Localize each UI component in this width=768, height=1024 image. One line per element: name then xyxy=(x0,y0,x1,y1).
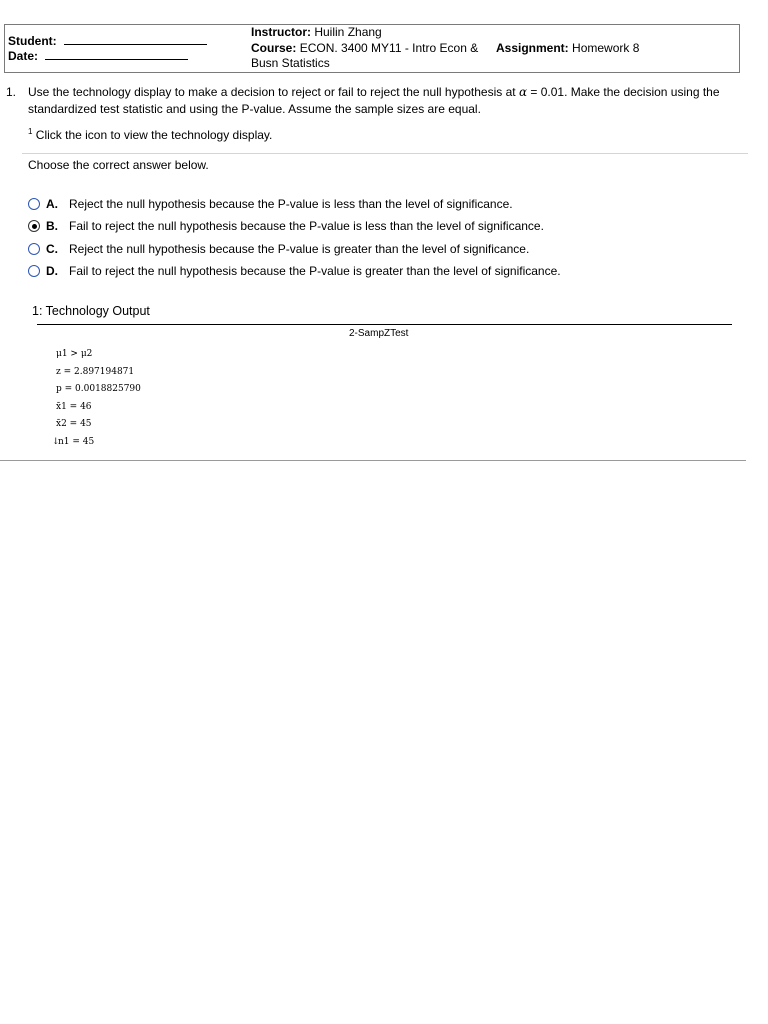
option-letter: A. xyxy=(46,197,58,211)
n1-value: n1 = 45 xyxy=(58,436,95,447)
scroll-down-arrow-icon[interactable]: ↓ xyxy=(52,436,60,447)
p-value-row: p = 0.0018825790 xyxy=(56,384,141,394)
date-line xyxy=(45,49,188,60)
footnote-mark: 1 xyxy=(28,127,33,136)
question-text-part1: Use the technology display to make a decision to reject or fail to reject the null hypothesis at xyxy=(28,85,519,99)
question-text-part2: = 0.01. Make the decision using the standardized test statistic and using the P-value. Assume the sample sizes are equal. xyxy=(28,85,720,116)
technology-divider xyxy=(37,324,732,325)
technology-output-title: 1: Technology Output xyxy=(32,304,150,318)
radio-option-d[interactable] xyxy=(28,265,40,277)
option-letter: D. xyxy=(46,264,58,278)
course-value: ECON. 3400 MY11 - Intro Econ & xyxy=(299,40,479,55)
option-text: Fail to reject the null hypothesis because the P-value is less than the level of significance. xyxy=(69,219,544,233)
radio-option-c[interactable] xyxy=(28,243,40,255)
z-stat-row: z = 2.897194871 xyxy=(56,366,135,377)
divider xyxy=(22,153,748,154)
course-info xyxy=(251,25,640,72)
test-name: 2-SampZTest xyxy=(349,328,409,339)
assignment-info xyxy=(496,41,639,57)
xbar1-row: x̄1 = 46 xyxy=(56,401,92,412)
answer-prompt: Choose the correct answer below. xyxy=(28,158,209,172)
option-letter: B. xyxy=(46,219,58,233)
technology-output xyxy=(52,346,141,451)
n1-row xyxy=(52,434,141,452)
student-info xyxy=(8,34,207,64)
instructor-value: Huilin Zhang xyxy=(314,25,382,39)
alpha-symbol: α xyxy=(518,85,528,99)
course-label: Course: xyxy=(251,40,297,55)
assignment-value: Homework 8 xyxy=(572,41,640,55)
assignment-label: Assignment: xyxy=(496,41,569,55)
assignment-header xyxy=(4,24,740,73)
course-value-cont: Busn Statistics xyxy=(251,56,330,70)
hypothesis-row: μ1 > μ2 xyxy=(56,349,93,359)
instructor-label: Instructor: xyxy=(251,25,311,39)
option-text: Fail to reject the null hypothesis because the P-value is greater than the level of significance. xyxy=(69,264,561,278)
xbar2-row: x̄2 = 45 xyxy=(56,419,92,429)
option-text: Reject the null hypothesis because the P-value is greater than the level of significance. xyxy=(69,242,530,256)
question-number: 1. xyxy=(6,85,17,99)
student-name-line xyxy=(64,34,207,45)
radio-option-a[interactable] xyxy=(28,198,40,210)
footnote-text: Click the icon to view the technology display. xyxy=(32,128,273,142)
bottom-divider xyxy=(0,460,746,461)
technology-footnote[interactable] xyxy=(28,128,272,142)
radio-option-b-selected[interactable] xyxy=(28,220,40,232)
student-label: Student: xyxy=(8,34,57,48)
date-label: Date: xyxy=(8,49,39,63)
option-text: Reject the null hypothesis because the P-value is less than the level of significance. xyxy=(69,197,513,211)
option-letter: C. xyxy=(46,242,58,256)
question-text xyxy=(28,84,736,118)
